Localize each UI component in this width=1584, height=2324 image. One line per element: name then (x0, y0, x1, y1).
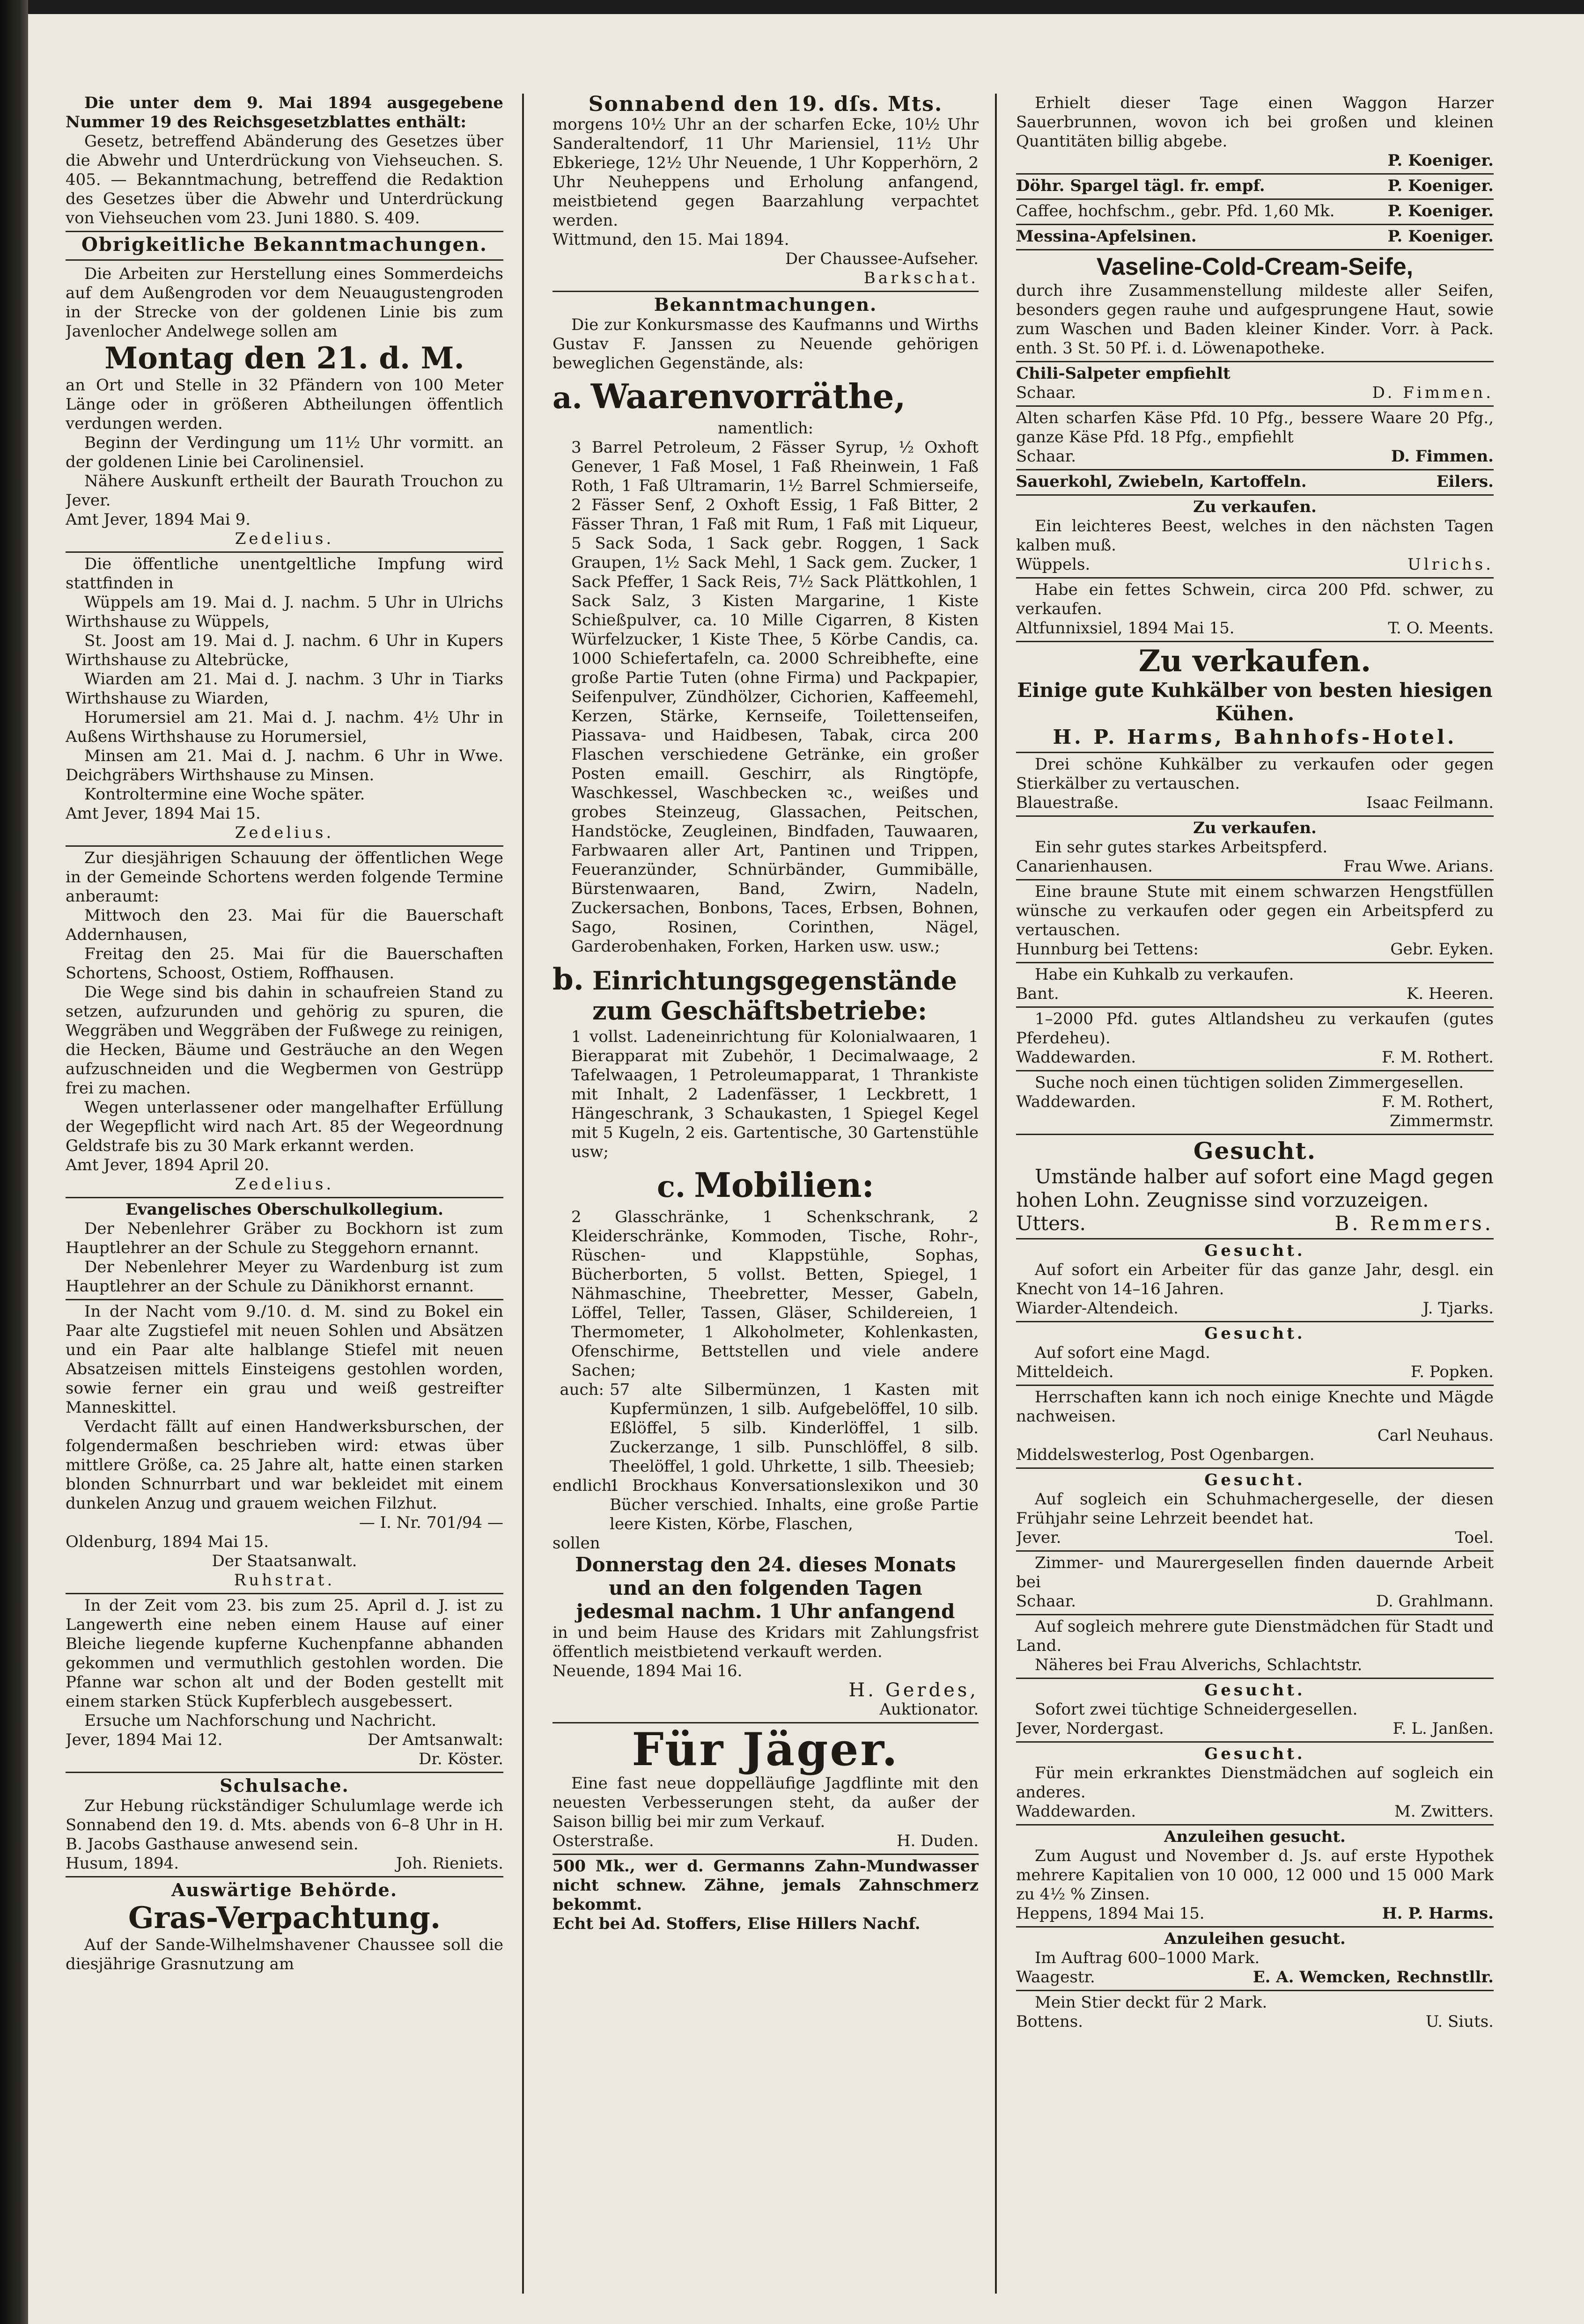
notice-place-date: Neuende, 1894 Mai 16. (553, 1662, 743, 1680)
notice-title: Evangelisches Oberschulkollegium. (125, 1200, 443, 1219)
ad-signature: Frau Wwe. Arians. (1343, 857, 1494, 876)
magd-gesucht-ad (1016, 1137, 1494, 1239)
notice-text: Der Nebenlehrer Gräber zu Bockhorn ist zum Hauptlehrer an der Schule zu Steggehorn ernannt. (66, 1219, 503, 1257)
ad-signature: H. P. Harms. (1382, 1904, 1494, 1923)
apfelsinen-ad (1016, 227, 1494, 250)
ad-text: Zimmer- und Maurergesellen finden dauernde Arbeit bei (1016, 1554, 1494, 1591)
section-letter: b. (553, 962, 584, 997)
notice-place-date: Jever, 1894 Mai 12. (66, 1730, 223, 1749)
ad-footer (1016, 857, 1494, 876)
section-letter: c. (656, 1169, 686, 1204)
ad-footer (1016, 1904, 1494, 1923)
notice-place-date: Amt Jever, 1894 April 20. (66, 1156, 270, 1174)
notice-text: morgens 10½ Uhr an der scharfen Ecke, 10½ Uhr Sanderaltendorf, 11 Uhr Mariensiel, 11½ Uhr Ebkeriege, 12½ Uhr Neuende, 1 Uhr Kopperhörn, 2 Uhr Neuheppens und Erholung anfangend, meistbietend gegen Baarzahlung verpachtet werden. (553, 115, 979, 230)
ad-text: Döhr. Spargel tägl. fr. empf. (1016, 176, 1265, 195)
ad-place: Bottens. (1016, 2012, 1083, 2031)
section-c-heading (553, 1166, 979, 1206)
ad-signature: P. Koeniger. (1387, 151, 1494, 170)
schedule-line: Wiarden am 21. Mai d. J. nachm. 3 Uhr in Tiarks Wirthshause zu Wiarden, (66, 670, 503, 708)
notice-signature: Barkschat. (863, 269, 979, 287)
arbeiter-gesucht-ad (1016, 1241, 1494, 1322)
column-2 (553, 94, 979, 2294)
notice-footer (66, 1854, 503, 1873)
ad-place: Jever. (1016, 1528, 1061, 1547)
ad-place: Blauestraße. (1016, 793, 1119, 812)
row-label: endlich: (553, 1476, 617, 1495)
ad-place: Heppens, 1894 Mai 15. (1016, 1904, 1205, 1923)
notice-place-date: Oldenburg, 1894 Mai 15. (66, 1532, 269, 1551)
ad-place: Middelswesterlog, Post Ogenbargen. (1016, 1445, 1315, 1464)
notice-text: Ersuche um Nachforschung und Nachricht. (84, 1711, 437, 1730)
ad-signature: P. Koeniger. (1387, 227, 1494, 246)
notice-signature: Dr. Köster. (419, 1750, 503, 1768)
fuer-jaeger-ad (553, 1725, 979, 1855)
schulsache-notice (66, 1775, 503, 1877)
binding-spine (0, 0, 28, 2324)
ad-footer (1016, 555, 1494, 574)
ad-place: Schaar. (1016, 383, 1076, 402)
ad-text: Suche noch einen tüchtigen soliden Zimmergesellen. (1035, 1073, 1464, 1092)
section-a-heading (553, 378, 979, 417)
section-subtitle: namentlich: (717, 419, 814, 438)
row-text: 57 alte Silbermünzen, 1 Kasten mit Kupfermünzen, 1 silb. Aufgebelöffel, 10 silb. Eßlöffel, 5 silb. Kinderlöffel, 1 silb. Zuckerzange, 1 silb. Punschlöffel, 8 silb. Theelöffel, 1 gold. Uhrkette, 1 silb. Theesieb; (610, 1380, 979, 1476)
ad-place: Jever, Nordergast. (1016, 1719, 1164, 1738)
magd-mitteldeich-ad (1016, 1324, 1494, 1386)
heu-ad (1016, 1010, 1494, 1071)
stier-ad (1016, 1993, 1494, 2034)
notice-text: Die Wege sind bis dahin in schaufreien Stand zu setzen, aufzurunden und gehörig zu spuren, die Weggräben und Weggräben der Fußwege zu reinigen, die Hecken, Bäume und Gesträuche an den Wegen aufzuschneiden und die Wegbermen von Gestrüpp frei zu machen. (66, 983, 503, 1098)
ad-text: Caffee, hochfschm., gebr. Pfd. 1,60 Mk. (1016, 202, 1335, 220)
schedule-line: Horumersiel am 21. Mai d. J. nachm. 4½ Uhr in Außens Wirthshause zu Horumersiel, (66, 708, 503, 746)
notice-title: Auswärtige Behörde. (171, 1879, 398, 1900)
ad-footer (1016, 447, 1494, 466)
ad-signature: F. M. Rothert. (1382, 1048, 1494, 1067)
schedule-line: Freitag den 25. Mai für die Bauerschaften Schortens, Schoost, Ostiem, Roffhausen. (66, 945, 503, 982)
ad-footer (1016, 1802, 1494, 1821)
schneider-gesucht-ad (1016, 1681, 1494, 1743)
notice-text: Zur diesjährigen Schauung der öffentlichen Wege in der Gemeinde Schortens werden folgende Termine anberaumt: (66, 849, 503, 906)
equipment-list: 1 vollst. Ladeneinrichtung für Kolonialwaaren, 1 Bierapparat mit Zubehör, 1 Decimalwaage, 2 Tafelwaagen, 1 Petroleumapparat, 1 Thrankiste mit Inhalt, 2 Ladenfässer, 1 Leckbrett, 1 Hängeschrank, 3 Schaukasten, 1 Spiegel Kegel mit 5 Kugeln, 2 eis. Gartentische, 30 Gartenstühle usw; (571, 1027, 979, 1161)
section-letter: a. (553, 381, 582, 416)
notice-text: Nähere Auskunft ertheilt der Baurath Trouchon zu Jever. (66, 472, 503, 510)
ad-place: Mitteldeich. (1016, 1363, 1114, 1381)
auction-date: und an den folgenden Tagen (609, 1576, 922, 1599)
ad-place: Waddewarden. (1016, 1802, 1136, 1821)
section-title: Waarenvorräthe, (590, 376, 906, 416)
notice-date-headline: Montag den 21. d. M. (104, 341, 464, 376)
ad-text: Ein sehr gutes starkes Arbeitspferd. (1035, 838, 1328, 857)
ad-title: Gesucht. (1204, 1324, 1305, 1343)
section-b-heading (553, 961, 979, 1026)
column-rule-1 (522, 94, 524, 2294)
ad-place: Wiarder-Altendeich. (1016, 1299, 1179, 1318)
ad-signature: D. Fimmen. (1372, 383, 1494, 402)
zimmergeselle-ad (1016, 1073, 1494, 1135)
schedule-line: Kontroltermine eine Woche später. (84, 785, 365, 804)
sauerbrunnen-ad (1016, 94, 1494, 175)
ad-signature: D. Grahlmann. (1376, 1592, 1494, 1611)
ad-text: Chili-Salpeter empfiehlt (1016, 364, 1230, 383)
notice-headline: Gras-Verpachtung. (128, 1900, 441, 1935)
notice-signature: Ruhstrat. (234, 1571, 335, 1590)
column-1 (66, 94, 503, 2294)
notice-intro: Die unter dem 9. Mai 1894 ausgegebene Nummer 19 des Reichsgesetzblattes enthält: (66, 94, 503, 132)
ad-text: Sauerkohl, Zwiebeln, Kartoffeln. (1016, 472, 1307, 491)
ad-text: Auf sogleich mehrere gute Dienstmädchen für Stadt und Land. (1016, 1617, 1494, 1655)
notice-text: an Ort und Stelle in 32 Pfändern von 100 Meter Länge oder in größeren Abtheilungen öffentlich verdungen werden. (66, 376, 503, 433)
ad-text: Für mein erkranktes Dienstmädchen auf sogleich ein anderes. (1016, 1764, 1494, 1802)
ad-text: Mein Stier deckt für 2 Mark. (1035, 1993, 1267, 2012)
notice-office: Der Amtsanwalt: (368, 1730, 503, 1749)
kaese-ad (1016, 409, 1494, 470)
notice-text: Wegen unterlassener oder mangelhafter Erfüllung der Wegepflicht wird nach Art. 85 der Wegeordnung Geldstrafe bis zu 30 Mark erkannt werden. (66, 1098, 503, 1155)
ad-footer (1016, 1592, 1494, 1611)
kuhkaelber-ad (1016, 644, 1494, 753)
schedule-line: Wüppels am 19. Mai d. J. nachm. 5 Uhr in Ulrichs Wirthshause zu Wüppels, (66, 593, 503, 631)
schedule-line: Mittwoch den 23. Mai für die Bauerschaft Addernhausen, (66, 906, 503, 944)
ad-signature: Toel. (1455, 1528, 1494, 1547)
ad-signature: U. Siuts. (1425, 2012, 1494, 2031)
notice-text: Die zur Konkursmasse des Kaufmanns und Wirths Gustav F. Janssen zu Neuende gehörigen beweglichen Gegenstände, als: (553, 315, 979, 373)
ad-title: Zu verkaufen. (1193, 498, 1317, 516)
ad-place: Wüppels. (1016, 555, 1090, 574)
knechte-nachweis-ad (1016, 1388, 1494, 1469)
stute-ad (1016, 882, 1494, 963)
notice-text: Auf der Sande-Wilhelmshavener Chaussee soll die diesjährige Grasnutzung am (66, 1935, 503, 1973)
ad-footer (1016, 1092, 1494, 1112)
section-title: Mobilien: (694, 1165, 875, 1205)
ad-signature: J. Tjarks. (1422, 1299, 1494, 1318)
row-label: auch: (560, 1380, 604, 1399)
notice-place-date: Wittmund, den 15. Mai 1894. (553, 230, 789, 249)
ad-text: Auf sofort ein Arbeiter für das ganze Jahr, desgl. ein Knecht von 14–16 Jahren. (1016, 1261, 1494, 1298)
notice-text: Zur Hebung rückständiger Schulumlage werde ich Sonnabend den 19. d. Mts. abends von 6–8 Uhr in H. B. Jacobs Gasthause anwesend sein. (66, 1796, 503, 1854)
ad-text: Drei schöne Kuhkälber zu verkaufen oder gegen Stierkälber zu vertauschen. (1016, 755, 1494, 793)
notice-title: Schulsache. (220, 1775, 349, 1796)
diebstahl-stiefel-notice (66, 1302, 503, 1594)
ad-place: Waagestr. (1016, 1968, 1095, 1987)
ad-headline: Für Jäger. (632, 1723, 899, 1776)
dienstmaedchen-ad (1016, 1617, 1494, 1679)
ad-text: Einige gute Kuhkälber von besten hiesigen Kühen. (1017, 679, 1493, 725)
ad-footer (1016, 1048, 1494, 1067)
ad-text: Umstände halber auf sofort eine Magd gegen hohen Lohn. Zeugnisse sind vorzuzeigen. (1016, 1165, 1494, 1211)
ad-text: durch ihre Zusammenstellung mildeste aller Seifen, besonders gegen rauhe und aufgesprungene Haut, sowie zum Waschen und Baden kleiner Kinder. Vorr. à Pack. enth. 3 St. 50 Pf. i. d. Löwenapotheke. (1016, 281, 1494, 358)
ad-place: Osterstraße. (553, 1832, 654, 1850)
ad-place: Schaar. (1016, 1592, 1076, 1611)
ad-text: Ein leichteres Beest, welches in den nächsten Tagen kalben muß. (1016, 517, 1494, 555)
sauerkohl-ad (1016, 472, 1494, 496)
ad-footer (553, 1832, 979, 1851)
row-text: 1 Brockhaus Konversationslexikon und 30 Bücher verschied. Inhalts, eine große Partie leere Kisten, Körbe, Flaschen, (610, 1476, 979, 1533)
ad-text: Auf sogleich ein Schuhmachergeselle, der diesen Frühjahr seine Lehrzeit beendet hat. (1016, 1490, 1494, 1528)
notice-text: Der Nebenlehrer Meyer zu Wardenburg ist zum Hauptlehrer an der Schule zu Dänikhorst ernannt. (66, 1258, 503, 1296)
schedule-line: St. Joost am 19. Mai d. J. nachm. 6 Uhr in Kupers Wirthshause zu Altebrücke, (66, 631, 503, 669)
ad-text: Echt bei Ad. Stoffers, Elise Hillers Nachf. (553, 1914, 921, 1933)
ad-signature: E. A. Wemcken, Rechnstllr. (1252, 1968, 1494, 1987)
ad-text: Habe ein Kuhkalb zu verkaufen. (1035, 965, 1294, 984)
notice-text: Die Arbeiten zur Herstellung eines Sommerdeichs auf dem Außengroden vor dem Neuaugustengroden in der Strecke von der goldenen Linie bis zum Javenlocher Andelwege sollen am (66, 264, 503, 341)
ad-signature: F. M. Rothert, (1382, 1092, 1494, 1111)
ad-signature: F. Popken. (1410, 1363, 1494, 1381)
notice-place-date: Amt Jever, 1894 Mai 9. (66, 510, 251, 529)
schuhmacher-gesucht-ad (1016, 1471, 1494, 1552)
notice-place-date: Husum, 1894. (66, 1854, 179, 1873)
ad-text: Auf sofort eine Magd. (1035, 1343, 1210, 1362)
ad-text: Herrschaften kann ich noch einige Knechte und Mägde nachweisen. (1016, 1388, 1494, 1426)
notice-signature: Joh. Rieniets. (396, 1854, 503, 1873)
notice-text: in und beim Hause des Kridars mit Zahlungsfrist öffentlich meistbietend verkauft werden. (553, 1623, 979, 1661)
furniture-list: 2 Glasschränke, 1 Schenkschrank, 2 Kleiderschränke, Kommoden, Tische, Rohr-, Rüschen- und Klappstühle, Sophas, Bücherborten, 5 vollst. Betten, Spiegel, 1 Nähmaschine, Theebretter, Messer, Gabeln, Löffel, Teller, Tassen, Gläser, Schildereien, 1 Thermometer, 1 Alkoholmeter, Kohlenkasten, Ofenschirme, Bettstellen und viele andere Sachen; (571, 1208, 979, 1380)
ad-signature: F. L. Janßen. (1392, 1719, 1494, 1738)
ad-place: Waddewarden. (1016, 1048, 1136, 1067)
ad-place: Schaar. (1016, 447, 1076, 466)
reichsgesetzblatt-notice (66, 94, 503, 232)
ad-signature: H. Duden. (896, 1832, 979, 1850)
darlehen-ad (1016, 1929, 1494, 1991)
ad-signature: T. O. Meents. (1388, 619, 1494, 638)
ad-signature: Eilers. (1436, 472, 1494, 491)
wegeschauung-notice (66, 849, 503, 1198)
ad-text: Eine braune Stute mit einem schwarzen Hengstfüllen wünsche zu verkaufen oder gegen ein Arbeitspferd zu vertauschen. (1016, 882, 1494, 939)
vaseline-seife-ad (1016, 252, 1494, 362)
beest-verkauf-ad (1016, 498, 1494, 579)
ad-signature: Ulrichs. (1407, 555, 1494, 574)
zahn-mundwasser-ad (553, 1857, 979, 1936)
notice-text: Beginn der Verdingung um 11½ Uhr vormitt. an der goldenen Linie bei Carolinensiel. (66, 433, 503, 471)
ad-text: Sofort zwei tüchtige Schneidergesellen. (1035, 1700, 1358, 1719)
notice-footer (66, 1730, 503, 1750)
ad-footer (1016, 1719, 1494, 1738)
chili-salpeter-ad (1016, 364, 1494, 407)
arbeitspferd-ad (1016, 819, 1494, 880)
auction-date: Donnerstag den 24. dieses Monats (575, 1553, 956, 1576)
notice-text: Verdacht fällt auf einen Handwerksburschen, der folgendermaßen beschrieben wird: etwas über mittlere Größe, ca. 25 Jahre alt, hatte einen starken blonden Schnurrbart und war bekleidet mit einem dunkelen Anzug und grauem weichen Filzhut. (66, 1417, 503, 1513)
ad-signature: Carl Neuhaus. (1377, 1426, 1494, 1445)
notice-text: In der Zeit vom 23. bis zum 25. April d. J. ist zu Langewerth eine neben einem Hause auf einer Bleiche liegende kupferne Kuchenpfanne abhanden gekommen und vermuthlich gestohlen worden. Die Pfanne war schon alt und der Boden gestellt mit einem starken Stück Kupferblech ausgebessert. (66, 1596, 503, 1711)
ad-place: Altfunnixsiel, 1894 Mai 15. (1016, 619, 1235, 638)
ad-text: Habe ein fettes Schwein, circa 200 Pfd. schwer, zu verkaufen. (1016, 580, 1494, 618)
ad-title: Anzuleihen gesucht. (1164, 1827, 1346, 1846)
ad-text: Messina-Apfelsinen. (1016, 227, 1197, 246)
ad-office: Zimmermstr. (1389, 1112, 1494, 1130)
ad-footer (1016, 1212, 1494, 1235)
ad-title: Gesucht. (1204, 1471, 1305, 1489)
ad-footer (1016, 619, 1494, 638)
ad-text: Zum August und November d. Js. auf erste Hypothek mehrere Kapitalien von 10 000, 12 000 und 15 000 Mark zu 4½ % Zinsen. (1016, 1847, 1494, 1904)
notice-signature: Zedelius. (235, 823, 334, 842)
notice-headline: Sonnabend den 19. dſs. Mts. (588, 94, 943, 116)
section-title: Einrichtungsgegenstände zum Geschäftsbetriebe: (592, 966, 957, 1026)
ad-title: Gesucht. (1204, 1241, 1305, 1260)
auction-time: jedesmal nachm. 1 Uhr anfangend (576, 1600, 955, 1623)
sommerdeich-notice (66, 264, 503, 553)
column-3 (1016, 94, 1494, 2294)
ad-signature: Gebr. Eyken. (1390, 940, 1494, 959)
schwein-verkauf-ad (1016, 580, 1494, 642)
ad-text: 500 Mk., wer d. Germanns Zahn-Mundwasser nicht schnew. Zähne, jemals Zahnschmerz bekommt. (553, 1857, 979, 1914)
ad-place: Utters. (1016, 1212, 1086, 1235)
schedule-line: Minsen am 21. Mai d. J. nachm. 6 Uhr in Wwe. Deichgräbers Wirthshause zu Minsen. (66, 747, 503, 784)
notice-office: Der Chaussee-Aufseher. (785, 249, 979, 268)
ad-text: Alten scharfen Käse Pfd. 10 Pfg., bessere Waare 20 Pfg., ganze Käse Pfd. 18 Pfg., empfiehlt (1016, 409, 1494, 447)
ad-footer (1016, 793, 1494, 813)
ad-signature: M. Zwitters. (1394, 1802, 1494, 1821)
ad-text: Im Auftrag 600–1000 Mark. (1035, 1949, 1260, 1967)
gras-verpachtung-notice (66, 1879, 503, 1977)
ad-headline: Gesucht. (1193, 1137, 1317, 1165)
ad-signature: P. Koeniger. (1387, 176, 1494, 195)
ad-headline: Vaseline-Cold-Cream-Seife, (1096, 253, 1414, 280)
ersatz-dienstmaedchen-ad (1016, 1745, 1494, 1825)
notice-text: In der Nacht vom 9./10. d. M. sind zu Bokel ein Paar alte Zugstiefel mit neuen Sohlen und Absätzen und ein Paar alte halblange Stiefel mit neuen Absatzeisen mittels Einsteigens gestohlen worden, sowie ferner ein grau und weiß gestreifter Manneskittel. (66, 1302, 503, 1417)
ad-title: Anzuleihen gesucht. (1164, 1929, 1346, 1948)
column-rule-2 (995, 94, 997, 2294)
ad-place: Hunnburg bei Tettens: (1016, 940, 1199, 959)
ad-footer (1016, 2012, 1494, 2031)
notice-title: Bekanntmachungen. (654, 294, 877, 315)
maurer-ad (1016, 1554, 1494, 1615)
kaelber-tausch-ad (1016, 755, 1494, 817)
ad-footer (1016, 383, 1494, 403)
ad-footer (1016, 1968, 1494, 1987)
ad-signature: Isaac Feilmann. (1366, 793, 1494, 812)
notice-place-date: Amt Jever, 1894 Mai 15. (66, 804, 261, 823)
notice-text: sollen (553, 1534, 600, 1553)
kuhkalb-ad (1016, 965, 1494, 1008)
notice-office: Auktionator. (879, 1700, 979, 1719)
konkurs-auktion (553, 294, 979, 1723)
ad-text: Eine fast neue doppelläufige Jagdflinte mit den neuesten Verbesserungen steht, da außer der Saison billig bei mir zum Verkauf. (553, 1774, 979, 1831)
ad-footer (1016, 940, 1494, 959)
notice-reference: — I. Nr. 701/94 — (359, 1513, 503, 1532)
ad-text: 1–2000 Pfd. gutes Altlandsheu zu verkaufen (gutes Pferdeheu). (1016, 1010, 1494, 1048)
ad-footer (1016, 1363, 1494, 1382)
ad-signature: D. Fimmen. (1391, 447, 1494, 466)
notice-signature: Zedelius. (235, 1175, 334, 1194)
ad-footer (1016, 984, 1494, 1004)
ad-text: Erhielt dieser Tage einen Waggon Harzer Sauerbrunnen, wovon ich bei großen und kleinen Quantitäten billig abgebe. (1016, 94, 1494, 151)
notice-text: Die öffentliche unentgeltliche Impfung wird stattfinden in (66, 555, 503, 593)
gras-verpachtung-continued (553, 94, 979, 292)
ad-place: Bant. (1016, 984, 1059, 1003)
notice-body: Gesetz, betreffend Abänderung des Gesetzes über die Abwehr und Unterdrückung von Viehseuchen. S. 405. — Bekanntmachung, betreffend die Redaktion des Gesetzes über die Abwehr und Unterdrückung von Viehseuchen vom 23. Juni 1880. S. 409. (66, 132, 503, 227)
oberschulkollegium-notice (66, 1200, 503, 1300)
divider (66, 259, 503, 261)
notice-signature: H. Gerdes, (848, 1679, 979, 1701)
ad-title: Gesucht. (1204, 1745, 1305, 1763)
ad-signature: K. Heeren. (1407, 984, 1494, 1003)
ad-footer (1016, 1528, 1494, 1547)
spargel-ad (1016, 176, 1494, 200)
ad-title: Zu verkaufen. (1193, 819, 1317, 837)
ad-signature: B. Remmers. (1334, 1212, 1494, 1235)
ad-text: Näheres bei Frau Alverichs, Schlachtstr. (1035, 1656, 1363, 1674)
section-title: Obrigkeitliche Bekanntmachungen. (81, 234, 487, 256)
ad-signature: H. P. Harms, Bahnhofs-Hotel. (1053, 726, 1457, 748)
endlich-row (553, 1476, 979, 1534)
ad-footer (1016, 1299, 1494, 1318)
hypothek-ad (1016, 1827, 1494, 1928)
notice-office: Der Staatsanwalt. (212, 1552, 357, 1570)
impfung-notice (66, 555, 503, 847)
ad-headline: Zu verkaufen. (1138, 644, 1371, 679)
goods-list: 3 Barrel Petroleum, 2 Fässer Syrup, ½ Oxhoft Genever, 1 Faß Mosel, 1 Faß Rheinwein, 1 Faß Roth, 1 Faß Ultramarin, 1½ Barrel Schmierseife, 2 Fässer Senf, 2 Oxhoft Essig, 1 Faß Bitter, 2 Fässer Thran, 1 Faß mit Rum, 1 Faß mit Liqueur, 5 Sack Soda, 1 Sack gebr. Roggen, 1 Sack Graupen, 1½ Sack Mehl, 1 Sack gem. Zucker, 1 Sack Pfeffer, 1 Sack Reis, 7½ Sack Plättkohlen, 1 Sack Salz, 3 Kisten Margarine, 1 Kiste Schießpulver, ca. 10 Mille Cigarren, 8 Kisten Würfelzucker, 1 Kiste Thee, 5 Körbe Candis, ca. 1000 Schiefertafeln, ca. 2000 Schreibhefte, eine große Partie Tuten (ohne Firma) und Packpapier, Seifenpulver, Zündhölzer, Cichorien, Kaffeemehl, Kerzen, Stärke, Kernseife, Toilettenseifen, Piassava- und Haidbesen, Tabak, circa 200 Flaschen verschiedene Getränke, ein großer Posten emaill. Geschirr, als Ringtöpfe, Waschkessel, Waschbecken ꝛc., weißes und grobes Steinzeug, Glassachen, Peitschen, Handstöcke, Zeugleinen, Bindfaden, Tauwaaren, Farbwaaren aller Art, Pantinen und Trippen, Feueranzünder, Schnürbänder, Gummibälle, Bürstenwaaren, Band, Zwirn, Nadeln, Zuckersachen, Bonbons, Taces, Erbsen, Bohnen, Sago, Rosinen, Corinthen, Nägel, Garderobenhaken, Forken, Harken usw. usw.; (571, 438, 979, 956)
notice-signature: Zedelius. (235, 529, 334, 548)
ad-signature: P. Koeniger. (1387, 202, 1494, 220)
caffee-ad (1016, 202, 1494, 225)
ad-place: Canarienhausen. (1016, 857, 1153, 876)
newspaper-page (28, 14, 1584, 2324)
ad-place: Waddewarden. (1016, 1092, 1136, 1111)
ad-title: Gesucht. (1204, 1681, 1305, 1700)
kuchenpfanne-notice (66, 1596, 503, 1773)
auch-row (553, 1380, 979, 1476)
